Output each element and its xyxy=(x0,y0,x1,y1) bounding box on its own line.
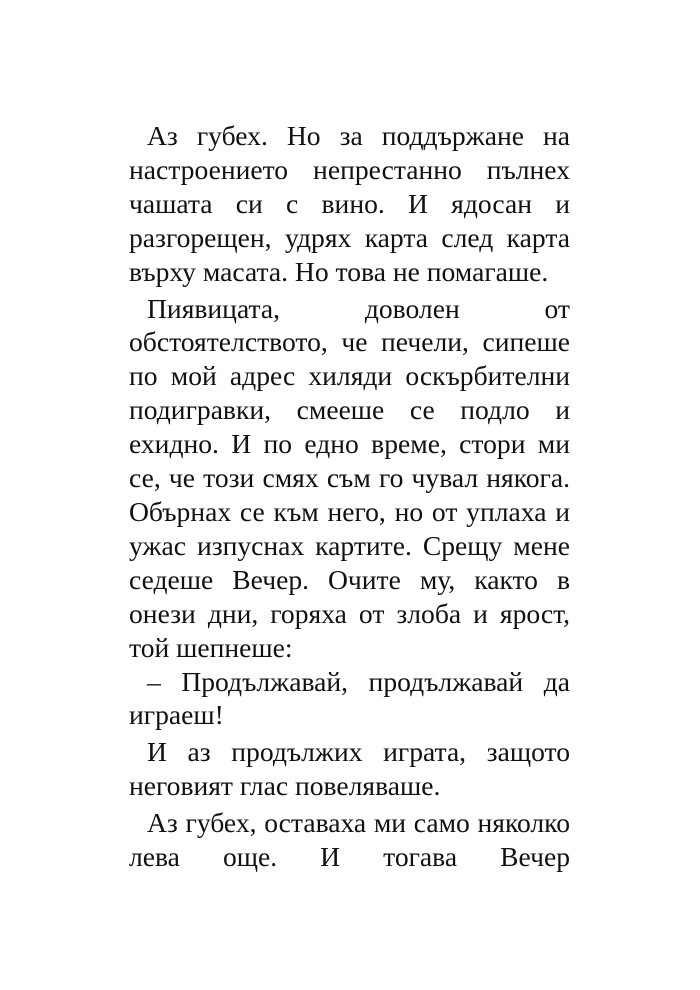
paragraph-1: Аз губех. Но за поддържане на настроението непрестанно пълнех чашата си с вино. И ядосан и разгорещен, удрях карта след карта върху масата. Но това не помагаше. xyxy=(129,120,570,287)
dialogue-line: – Продължавай, продължавай да играеш! xyxy=(129,665,570,731)
paragraph-2: Пиявицата, доволен от обстоятелството, че печели, сипеше по мой адрес хиляди оскърбителни подигравки, смееше се подло и ехидно. И по едно време, стори ми се, че този смях съм го чувал някога. Обърнах се към него, но от уплаха и ужас изпуснах картите. Срещу мене седеше Вечер. Очите му, както в онези дни, горяха от злоба и ярост, той шепнеше: xyxy=(129,292,570,663)
body-text xyxy=(129,119,570,874)
paragraph-4-last-line: Аз губех, оставаха ми само няколко лева още. И тогава Вечер xyxy=(129,807,570,873)
paragraph-3: И аз продължих играта, защото неговият глас повеляваше. xyxy=(129,736,570,802)
